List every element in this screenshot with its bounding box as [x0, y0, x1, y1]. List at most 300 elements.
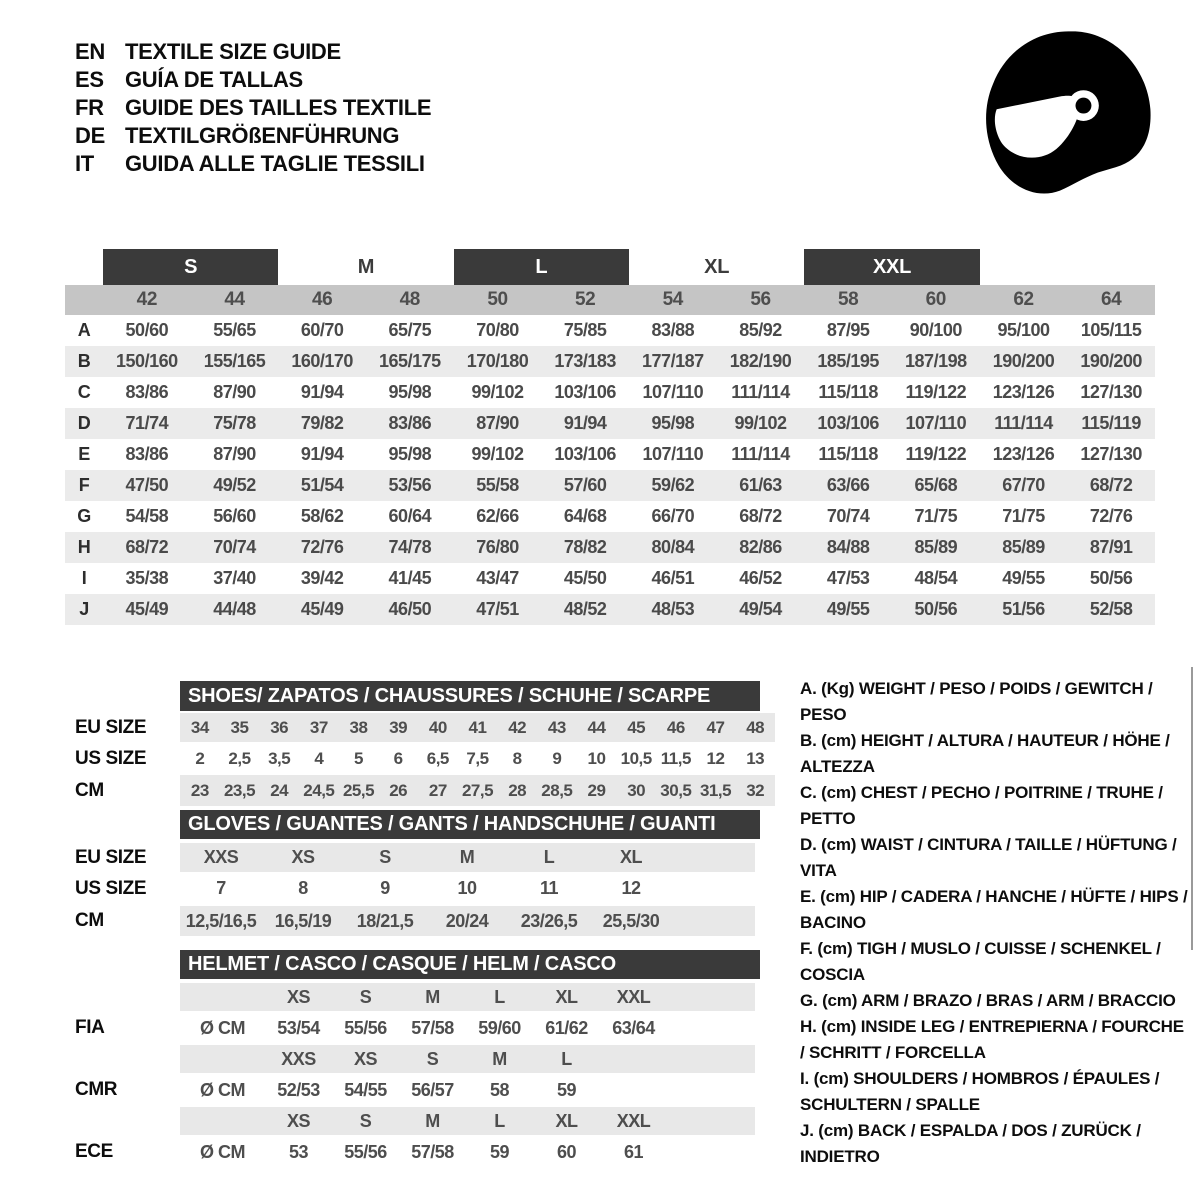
value-cell: 30,5: [660, 780, 692, 800]
value-cell: 6,5: [426, 748, 449, 768]
measure-cell: 55/58: [476, 475, 519, 495]
measure-row-j: [65, 594, 1155, 625]
measure-row-i: [65, 563, 1155, 594]
value-cell: L: [543, 847, 555, 867]
value-cell: 35: [230, 717, 249, 737]
row-letter: F: [78, 475, 90, 495]
language-code: EN: [75, 39, 105, 64]
measure-cell: 70/80: [476, 320, 519, 340]
measure-cell: 46/52: [739, 568, 782, 588]
value-cell: 12: [706, 748, 725, 768]
measurement-legend: [800, 676, 1192, 1170]
measure-row-g: [65, 501, 1155, 532]
helmet-cmr-label: CMR: [75, 1079, 118, 1100]
measure-cell: 58/62: [300, 506, 344, 526]
value-cell: S: [379, 847, 391, 867]
racing-helmet-icon: [978, 26, 1160, 196]
gloves-cm-label: CM: [75, 910, 104, 931]
measure-cell: 74/78: [388, 537, 432, 557]
helmet-cmr-sizes-row: [180, 1045, 755, 1073]
value-cell: S: [359, 1110, 372, 1131]
shoes-cm-label: CM: [75, 779, 104, 801]
measure-cell: 127/130: [1080, 444, 1142, 464]
value-cell: XS: [286, 986, 310, 1007]
measure-cell: 72/76: [1089, 506, 1133, 526]
value-cell: 59/60: [478, 1017, 521, 1038]
value-cell: XL: [555, 1110, 578, 1131]
measure-cell: 115/118: [818, 444, 878, 464]
measure-cell: 43/47: [476, 568, 519, 588]
measure-cell: 103/106: [554, 444, 616, 464]
diameter-cm-label: Ø CM: [200, 1079, 245, 1100]
measure-cell: 107/110: [905, 413, 967, 433]
value-cell: 53/54: [277, 1017, 320, 1038]
legend-item: J. (cm) BACK / ESPALDA / DOS / ZURÜCK / INDIETRO: [800, 1121, 1141, 1166]
measure-cell: 65/68: [914, 475, 958, 495]
value-cell: 58: [489, 1079, 510, 1100]
measure-cell: 91/94: [300, 382, 344, 402]
measure-cell: 78/82: [563, 537, 607, 557]
measure-cell: 46/50: [388, 599, 432, 619]
measure-cell: 45/49: [125, 599, 169, 619]
measure-cell: 99/102: [734, 413, 787, 433]
measure-cell: 62/66: [476, 506, 519, 526]
measure-cell: 99/102: [471, 382, 524, 402]
measure-cell: 155/165: [203, 351, 266, 371]
value-cell: 12,5/16,5: [185, 910, 257, 931]
helmet-section-title: HELMET / CASCO / CASQUE / HELM / CASCO: [180, 950, 760, 979]
legend-item: I. (cm) SHOULDERS / HOMBROS / ÉPAULES / SCHULTERN / SPALLE: [800, 1069, 1160, 1114]
measure-cell: 190/200: [992, 351, 1055, 371]
shoes-cm-row: [180, 775, 775, 806]
value-cell: 9: [552, 748, 562, 768]
value-cell: 55/56: [344, 1141, 387, 1162]
gloves-section-title: GLOVES / GUANTES / GANTS / HANDSCHUHE / GUANTI: [180, 810, 760, 839]
measure-cell: 47/50: [125, 475, 169, 495]
value-cell: 47: [706, 717, 725, 737]
measure-cell: 51/56: [1002, 599, 1045, 619]
spacer-cell: [180, 1107, 265, 1135]
language-row: [75, 38, 431, 66]
measure-cell: 70/74: [826, 506, 870, 526]
value-cell: 60: [556, 1141, 577, 1162]
size-group-row: [65, 249, 1155, 285]
value-cell: 10,5: [620, 748, 652, 768]
value-cell: 56/57: [411, 1079, 454, 1100]
measure-cell: 56/60: [213, 506, 256, 526]
measure-cell: 47/53: [826, 568, 870, 588]
value-cell: 11: [539, 878, 559, 898]
measure-cell: 87/95: [826, 320, 870, 340]
size-group-l: L: [454, 249, 629, 285]
legend-item: H. (cm) INSIDE LEG / ENTREPIERNA / FOURCHE / SCHRITT / FORCELLA: [800, 1017, 1184, 1062]
value-cell: XS: [286, 1110, 310, 1131]
value-cell: 59: [556, 1079, 577, 1100]
measure-cell: 52/58: [1089, 599, 1133, 619]
measure-cell: 61/63: [739, 475, 782, 495]
measure-cell: 71/75: [1002, 506, 1045, 526]
measure-cell: 87/90: [476, 413, 519, 433]
value-cell: 25,5/30: [602, 910, 660, 931]
measure-cell: 65/75: [388, 320, 432, 340]
gloves-eu-size-label: EU SIZE: [75, 846, 147, 868]
measure-cell: 71/75: [914, 506, 958, 526]
measure-cell: 111/114: [731, 382, 790, 402]
measure-cell: 95/98: [651, 413, 695, 433]
row-letter: H: [77, 537, 91, 557]
measure-cell: 68/72: [125, 537, 169, 557]
gloves-us-row: [180, 874, 755, 903]
value-cell: 3,5: [268, 748, 291, 768]
helmet-ece-label: ECE: [75, 1141, 113, 1162]
shoes-section-title: SHOES/ ZAPATOS / CHAUSSURES / SCHUHE / SCARPE: [180, 681, 760, 711]
measure-cell: 83/88: [651, 320, 695, 340]
size-header-band: [65, 285, 1155, 315]
value-cell: 24,5: [303, 780, 335, 800]
legend-item: B. (cm) HEIGHT / ALTURA / HAUTEUR / HÖHE / ALTEZZA: [800, 731, 1170, 776]
helmet-ece-values-row: [180, 1137, 755, 1167]
value-cell: 23: [190, 780, 209, 800]
measure-cell: 48/52: [563, 599, 607, 619]
measure-cell: 55/65: [213, 320, 256, 340]
value-cell: 25,5: [342, 780, 375, 800]
legend-item: F. (cm) TIGH / MUSLO / CUISSE / SCHENKEL / COSCIA: [800, 939, 1161, 984]
measure-cell: 95/98: [388, 382, 432, 402]
measure-cell: 173/183: [554, 351, 616, 371]
value-cell: 46: [666, 717, 685, 737]
value-cell: XXS: [203, 847, 239, 867]
row-letter: D: [77, 413, 91, 433]
size-header-cell: 64: [1100, 289, 1122, 310]
measure-cell: 150/160: [116, 351, 178, 371]
value-cell: 2,5: [228, 748, 251, 768]
value-cell: 9: [380, 878, 390, 898]
measure-cell: 63/66: [826, 475, 870, 495]
language-title-list: [75, 38, 431, 178]
spacer-cell: [180, 983, 265, 1011]
diameter-cm-label: Ø CM: [200, 1017, 245, 1038]
value-cell: M: [425, 986, 440, 1007]
measure-cell: 59/62: [651, 475, 695, 495]
measure-cell: 64/68: [563, 506, 607, 526]
measure-cell: 41/45: [388, 568, 432, 588]
value-cell: 5: [354, 748, 363, 768]
measure-cell: 49/52: [213, 475, 256, 495]
row-letter: A: [77, 320, 91, 340]
value-cell: XXL: [616, 986, 651, 1007]
shoes-eu-size-label: EU SIZE: [75, 716, 147, 738]
row-letter: J: [79, 599, 89, 619]
measure-cell: 68/72: [739, 506, 782, 526]
value-cell: 28: [508, 780, 527, 800]
measure-cell: 60/64: [388, 506, 432, 526]
measure-cell: 190/200: [1080, 351, 1142, 371]
measure-cell: 91/94: [300, 444, 344, 464]
value-cell: 10: [457, 878, 477, 898]
measure-cell: 48/53: [651, 599, 695, 619]
value-cell: 2: [195, 748, 205, 768]
value-cell: 39: [389, 717, 408, 737]
measure-cell: 75/78: [213, 413, 256, 433]
measure-cell: 127/130: [1080, 382, 1142, 402]
measure-cell: 67/70: [1002, 475, 1045, 495]
legend-item: E. (cm) HIP / CADERA / HANCHE / HÜFTE / HIPS / BACINO: [800, 887, 1188, 932]
size-header-cell: 50: [487, 289, 508, 310]
language-code: FR: [75, 95, 104, 120]
value-cell: 34: [190, 717, 209, 737]
size-header-spacer: [65, 285, 103, 315]
measure-cell: 45/49: [300, 599, 344, 619]
value-cell: 18/21,5: [356, 910, 414, 931]
measure-cell: 80/84: [651, 537, 695, 557]
value-cell: 24: [270, 780, 289, 800]
value-cell: 4: [314, 748, 324, 768]
measure-cell: 72/76: [300, 537, 344, 557]
value-cell: 55/56: [344, 1017, 387, 1038]
measure-cell: 187/198: [905, 351, 967, 371]
legend-item: A. (Kg) WEIGHT / PESO / POIDS / GEWITCH / PESO: [800, 679, 1153, 724]
value-cell: 6: [393, 748, 403, 768]
gloves-us-size-label: US SIZE: [75, 877, 147, 899]
language-label: GUÍA DE TALLAS: [125, 67, 303, 92]
value-cell: 7: [216, 878, 226, 898]
value-cell: 13: [746, 748, 765, 768]
measure-cell: 49/54: [739, 599, 782, 619]
measure-cell: 50/60: [125, 320, 169, 340]
measure-cell: 57/60: [563, 475, 607, 495]
spacer-cell: [180, 1045, 265, 1073]
value-cell: M: [492, 1048, 507, 1069]
measure-cell: 85/89: [1002, 537, 1045, 557]
value-cell: 27,5: [461, 780, 494, 800]
value-cell: 52/53: [277, 1079, 320, 1100]
measure-cell: 119/122: [905, 444, 967, 464]
helmet-fia-values-row: [180, 1013, 755, 1043]
measure-cell: 53/56: [388, 475, 432, 495]
measure-cell: 39/42: [300, 568, 344, 588]
measure-row-d: [65, 408, 1155, 439]
value-cell: 30: [627, 780, 646, 800]
measure-cell: 103/106: [817, 413, 879, 433]
size-header-cell: 62: [1013, 289, 1034, 310]
measure-cell: 84/88: [826, 537, 870, 557]
measure-cell: 37/40: [213, 568, 256, 588]
measure-cell: 182/190: [729, 351, 792, 371]
language-code: DE: [75, 123, 105, 148]
value-cell: S: [426, 1048, 439, 1069]
measure-cell: 123/126: [992, 382, 1055, 402]
value-cell: 20/24: [445, 910, 489, 931]
legend-item: C. (cm) CHEST / PECHO / POITRINE / TRUHE / PETTO: [800, 783, 1163, 828]
measure-cell: 45/50: [563, 568, 607, 588]
value-cell: 8: [298, 878, 308, 898]
measure-cell: 115/119: [1081, 413, 1141, 433]
measure-cell: 119/122: [905, 382, 967, 402]
language-row: [75, 150, 431, 178]
size-group-xxl: XXL: [804, 249, 979, 285]
value-cell: 37: [309, 717, 328, 737]
size-group-xl: XL: [704, 255, 730, 278]
gloves-cm-row: [180, 906, 755, 936]
size-header-cell: 54: [662, 289, 683, 310]
measure-cell: 60/70: [300, 320, 344, 340]
value-cell: 42: [508, 717, 527, 737]
measure-cell: 90/100: [909, 320, 962, 340]
language-code: ES: [75, 67, 104, 92]
language-code: IT: [75, 151, 94, 176]
value-cell: 61/62: [545, 1017, 588, 1038]
value-cell: 29: [587, 780, 606, 800]
measure-cell: 82/86: [739, 537, 782, 557]
size-header-cell: 44: [224, 289, 245, 310]
measure-cell: 170/180: [466, 351, 529, 371]
measure-cell: 107/110: [642, 444, 704, 464]
measure-cell: 105/115: [1080, 320, 1142, 340]
measure-row-e: [65, 439, 1155, 470]
value-cell: XL: [619, 847, 642, 867]
measure-cell: 47/51: [476, 599, 519, 619]
measure-cell: 107/110: [642, 382, 704, 402]
value-cell: 44: [587, 717, 606, 737]
value-cell: 7,5: [466, 748, 489, 768]
size-header-cell: 46: [311, 289, 333, 310]
size-header-cell: 42: [136, 289, 157, 310]
value-cell: 36: [270, 717, 289, 737]
value-cell: 28,5: [541, 780, 573, 800]
measure-cell: 85/89: [914, 537, 958, 557]
measure-cell: 95/98: [388, 444, 432, 464]
row-letter: I: [81, 568, 87, 588]
value-cell: 23/26,5: [520, 910, 578, 931]
measure-cell: 50/56: [914, 599, 958, 619]
measure-cell: 75/85: [563, 320, 607, 340]
diameter-cm-label: Ø CM: [200, 1141, 245, 1162]
page-edge-line: [1191, 667, 1193, 950]
value-cell: M: [459, 847, 475, 867]
measure-cell: 70/74: [213, 537, 256, 557]
size-group-m: M: [357, 255, 375, 278]
measure-cell: 99/102: [471, 444, 524, 464]
value-cell: 54/55: [344, 1079, 387, 1100]
language-row: [75, 94, 431, 122]
measure-cell: 185/195: [817, 351, 879, 371]
row-letter: G: [77, 506, 91, 526]
value-cell: 63/64: [612, 1017, 655, 1038]
size-header-cell: 52: [574, 289, 596, 310]
measure-cell: 49/55: [826, 599, 870, 619]
shoes-us-size-label: US SIZE: [75, 747, 147, 769]
measure-cell: 35/38: [125, 568, 169, 588]
value-cell: 32: [746, 780, 765, 800]
measure-cell: 91/94: [563, 413, 607, 433]
value-cell: 59: [489, 1141, 510, 1162]
measure-cell: 160/170: [291, 351, 353, 371]
measure-cell: 50/56: [1089, 568, 1133, 588]
size-group-s: S: [103, 249, 278, 285]
value-cell: 41: [468, 717, 487, 737]
row-letter: C: [77, 382, 91, 402]
language-label: TEXTILE SIZE GUIDE: [125, 39, 341, 64]
value-cell: XS: [291, 847, 315, 867]
measure-cell: 68/72: [1089, 475, 1133, 495]
value-cell: XXS: [281, 1048, 316, 1069]
value-cell: S: [359, 986, 372, 1007]
measure-cell: 87/90: [213, 444, 256, 464]
measure-row-a: [65, 315, 1155, 346]
language-label: GUIDA ALLE TAGLIE TESSILI: [125, 151, 425, 176]
language-row: [75, 122, 431, 150]
size-header-cell: 58: [837, 289, 859, 310]
measure-row-f: [65, 470, 1155, 501]
value-cell: 23,5: [223, 780, 256, 800]
measure-cell: 177/187: [642, 351, 704, 371]
measure-cell: 115/118: [818, 382, 878, 402]
shoes-us-row: [180, 744, 775, 773]
helmet-fia-label: FIA: [75, 1017, 105, 1038]
helmet-ece-sizes-row: [180, 1107, 755, 1135]
measure-cell: 49/55: [1002, 568, 1045, 588]
measure-cell: 95/100: [997, 320, 1050, 340]
gloves-eu-row: [180, 843, 755, 872]
measure-cell: 54/58: [125, 506, 169, 526]
value-cell: 10: [587, 748, 606, 768]
value-cell: 27: [428, 780, 447, 800]
language-row: [75, 66, 431, 94]
measure-row-h: [65, 532, 1155, 563]
measure-row-b: [65, 346, 1155, 377]
value-cell: 16,5/19: [274, 910, 332, 931]
value-cell: 31,5: [699, 780, 732, 800]
legend-item: D. (cm) WAIST / CINTURA / TAILLE / HÜFTUNG / VITA: [800, 835, 1177, 880]
measure-cell: 111/114: [994, 413, 1053, 433]
value-cell: M: [425, 1110, 440, 1131]
helmet-cmr-values-row: [180, 1075, 755, 1105]
value-cell: 12: [621, 878, 641, 898]
size-header-cell: 60: [925, 289, 946, 310]
value-cell: 48: [746, 717, 765, 737]
measure-cell: 103/106: [554, 382, 616, 402]
value-cell: 40: [428, 717, 447, 737]
measure-cell: 165/175: [379, 351, 441, 371]
language-label: TEXTILGRÖßENFÜHRUNG: [125, 123, 400, 148]
value-cell: 57/58: [411, 1141, 454, 1162]
value-cell: XS: [353, 1048, 377, 1069]
measure-cell: 66/70: [651, 506, 695, 526]
value-cell: XL: [555, 986, 578, 1007]
measure-rows: [65, 315, 1155, 625]
language-label: GUIDE DES TAILLES TEXTILE: [125, 95, 432, 120]
value-cell: 11,5: [660, 748, 691, 768]
value-cell: L: [494, 986, 505, 1007]
value-cell: 61: [623, 1141, 644, 1162]
value-cell: L: [561, 1048, 572, 1069]
measure-cell: 46/51: [651, 568, 695, 588]
shoes-eu-row: [180, 713, 775, 742]
value-cell: XXL: [616, 1110, 651, 1131]
size-header-cell: 48: [399, 289, 420, 310]
value-cell: 45: [627, 717, 646, 737]
value-cell: 43: [547, 717, 566, 737]
helmet-fia-sizes-row: [180, 983, 755, 1011]
value-cell: 26: [389, 780, 408, 800]
measure-cell: 76/80: [476, 537, 519, 557]
value-cell: 38: [349, 717, 368, 737]
measure-cell: 87/91: [1089, 537, 1133, 557]
measure-cell: 51/54: [300, 475, 344, 495]
measure-cell: 44/48: [213, 599, 256, 619]
measure-cell: 83/86: [388, 413, 432, 433]
measure-cell: 85/92: [739, 320, 782, 340]
